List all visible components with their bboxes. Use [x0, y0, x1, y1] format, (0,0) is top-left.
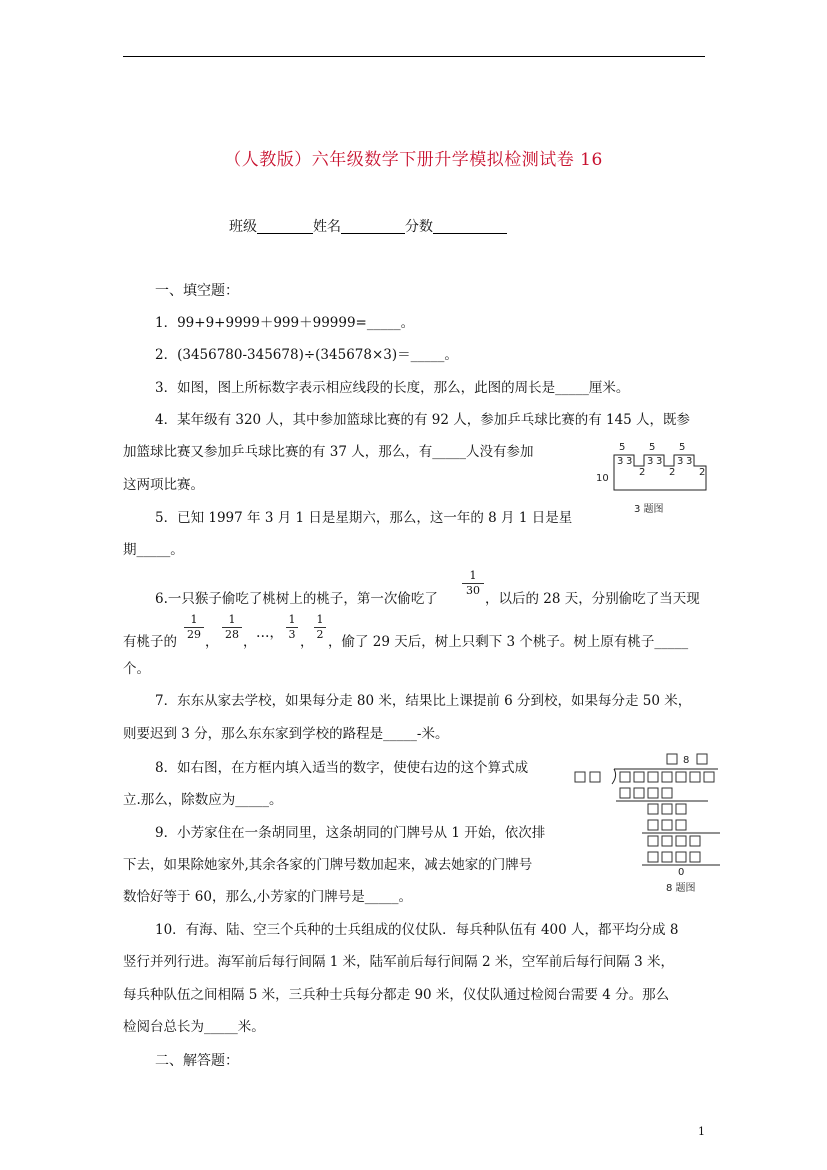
fig3-side-label: 3 [647, 456, 654, 467]
score-blank [433, 219, 507, 234]
fig3-left-label: 10 [596, 473, 609, 484]
question-1: 1．99+9+9999＋999＋99999=_____。 [155, 315, 415, 331]
question-10-line-3: 每兵种队伍之间相隔 5 米，三兵种士兵每分都走 90 米，仪仗队通过检阅台需要 4 分。那么 [123, 987, 670, 1003]
fig3-top-label: 5 [649, 442, 656, 453]
question-5-line-1: 5．已知 1997 年 3 月 1 日是星期六，那么，这一年的 8 月 1 日是星 [155, 510, 573, 526]
question-2: 2．(3456780-345678)÷(345678×3)＝_____。 [155, 347, 458, 363]
question-5-line-2: 期_____。 [123, 542, 184, 558]
question-9-line-1: 9．小芳家住在一条胡同里，这条胡同的门牌号从 1 开始，依次排 [155, 825, 546, 841]
fig3-side-label: 3 [617, 456, 624, 467]
fig3-bottom-label: 2 [669, 467, 676, 478]
fig3-top-label: 5 [679, 442, 686, 453]
page-title: （人教版）六年级数学下册升学模拟检测试卷 16 [224, 150, 603, 170]
question-7-line-1: 7．东东从家去学校，如果每分走 80 米，结果比上课提前 6 分到校，如果每分走 50 米， [155, 693, 692, 709]
fig3-bottom-label: 2 [699, 467, 706, 478]
fraction-1-28 [222, 614, 242, 641]
question-8-line-1: 8．如右图，在方框内填入适当的数字，使使右边的这个算式成 [155, 760, 529, 776]
question-10-line-1: 10．有海、陆、空三个兵种的士兵组成的仪仗队．每兵种队伍有 400 人，都平均分成 8 [155, 922, 679, 938]
fraction-numerator: 1 [288, 613, 296, 626]
fraction-1-3 [286, 614, 298, 641]
name-blank [341, 219, 405, 234]
fig3-side-label: 3 [677, 456, 684, 467]
question-3: 3．如图，图上所标数字表示相应线段的长度，那么，此图的周长是_____厘米。 [155, 380, 630, 396]
fraction-separator: ， [243, 634, 257, 650]
question-4-line-1: 4．某年级有 320 人，其中参加篮球比赛的有 92 人，参加乒乓球比赛的有 145 人，既参 [155, 412, 691, 428]
fig3-side-label: 3 [626, 456, 633, 467]
figure-3-diagram [594, 438, 714, 518]
fraction-numerator: 1 [228, 613, 236, 626]
question-7-line-2: 则要迟到 3 分，那么东东家到学校的路程是_____-米。 [123, 726, 449, 742]
fig8-quotient-digit: 8 [683, 755, 690, 766]
fig8-remainder: 0 [678, 867, 685, 878]
fraction-numerator: 1 [469, 569, 477, 582]
fig8-caption: 8 题图 [666, 883, 696, 894]
fig3-bottom-label: 2 [639, 467, 646, 478]
fig3-caption: 3 题图 [634, 504, 664, 515]
fraction-denominator: 3 [288, 628, 296, 641]
class-blank [257, 219, 313, 234]
fraction-1-2 [314, 614, 326, 641]
question-9-line-3: 数恰好等于 60，那么,小芳家的门牌号是_____。 [123, 889, 413, 905]
question-6-line-1a: 6.一只猴子偷吃了桃树上的桃子，第一次偷吃了 [155, 591, 438, 607]
fraction-separator: ， [300, 634, 314, 650]
fig3-side-label: 3 [686, 456, 693, 467]
class-label: 班级 [229, 219, 257, 235]
fraction-denominator: 29 [187, 628, 201, 641]
question-8-line-2: 立.那么，除数应为_____。 [123, 792, 283, 808]
question-6-line-3: 个。 [123, 661, 150, 677]
fraction-denominator: 2 [316, 628, 324, 641]
question-10-line-4: 检阅台总长为_____米。 [123, 1019, 265, 1035]
student-info [229, 216, 507, 236]
page-number: 1 [698, 1125, 705, 1138]
question-9-line-2: 下去，如果除她家外,其余各家的门牌号数加起来，减去她家的门牌号 [123, 857, 533, 873]
score-label: 分数 [405, 219, 433, 235]
question-4-line-2: 加篮球比赛又参加乒乓球比赛的有 37 人，那么，有_____人没有参加 [123, 444, 534, 460]
question-10-line-2: 竖行并列行进。海军前后每行间隔 1 米，陆军前后每行间隔 2 米，空军前后每行间隔 3 米， [123, 954, 675, 970]
header-rule [123, 56, 705, 57]
section-fill-heading: 一、填空题： [155, 283, 239, 299]
section-answer-heading: 二、解答题： [155, 1053, 239, 1069]
question-6-line-2b: ，偷了 29 天后，树上只剩下 3 个桃子。树上原有桃子_____ [328, 634, 689, 650]
fraction-ellipsis: …， [256, 625, 283, 641]
fig3-side-label: 3 [656, 456, 663, 467]
question-6-line-1b: ，以后的 28 天，分别偷吃了当天现 [485, 591, 700, 607]
question-6-line-2a: 有桃子的 [123, 634, 177, 650]
name-label: 姓名 [313, 219, 341, 235]
fraction-denominator: 30 [466, 584, 480, 597]
fraction-separator: ， [205, 634, 219, 650]
fraction-1-30 [462, 570, 484, 597]
fraction-numerator: 1 [190, 613, 198, 626]
fraction-numerator: 1 [316, 613, 324, 626]
fraction-1-29 [184, 614, 204, 641]
fig3-top-label: 5 [619, 442, 626, 453]
question-4-line-3: 这两项比赛。 [123, 477, 204, 493]
figure-8-long-division [570, 752, 730, 897]
fraction-denominator: 28 [225, 628, 239, 641]
